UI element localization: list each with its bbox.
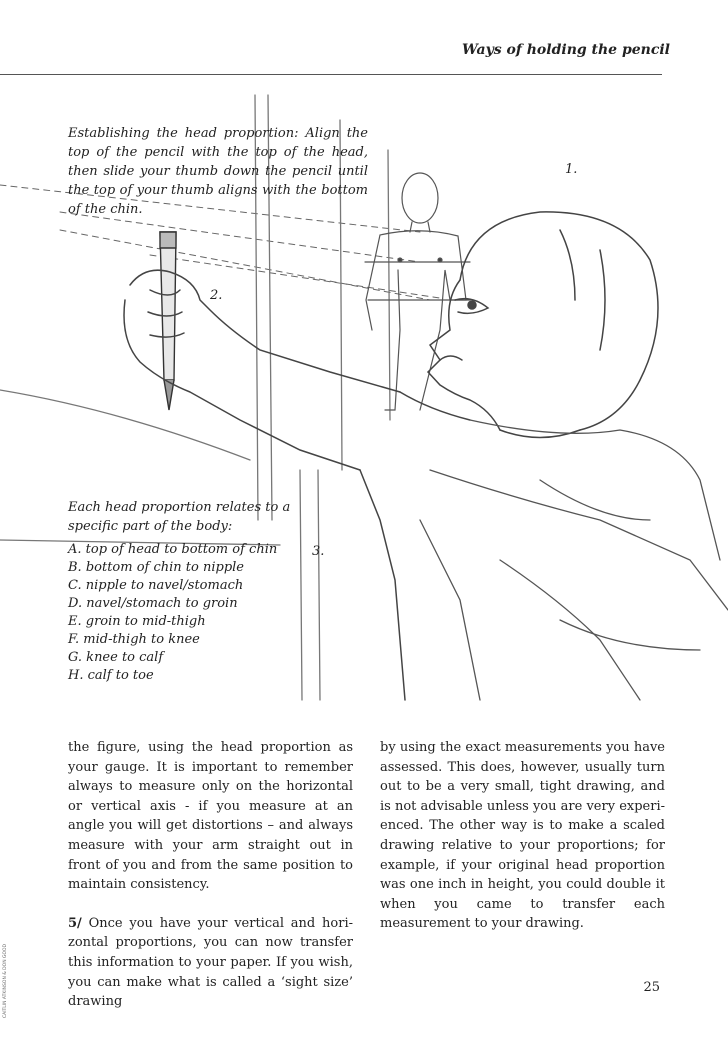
page-number: 25 bbox=[643, 980, 660, 995]
figure-caption-top: Establishing the head proportion: Align the top of the pencil with the top of the head, then slide your thumb down the pencil until the top of your thumb aligns with the bottom of the chin. bbox=[68, 126, 368, 217]
proportion-item: E. groin to mid-thigh bbox=[68, 614, 206, 629]
figure-label-3: 3. bbox=[312, 544, 325, 559]
body-column-right bbox=[380, 738, 665, 953]
body-column-left bbox=[68, 738, 353, 1031]
figure-label-2: 2. bbox=[210, 288, 223, 303]
running-header: Ways of holding the pencil bbox=[462, 42, 670, 58]
proportion-list bbox=[68, 541, 277, 685]
proportion-item: H. calf to toe bbox=[68, 668, 154, 683]
body-paragraph: by using the exact measurements you have assessed. This does, however, usually turn out to be a very small, tight drawing, and is not advisable unless you are very experi- enced. The other way is to make a scaled drawing relative to your proportions; for example, if your original head proportion was one inch in height, you could double it when you came to transfer each measurement to your drawing. bbox=[380, 740, 665, 932]
step-number: 5/ bbox=[68, 915, 82, 931]
proportion-item: G. knee to calf bbox=[68, 650, 164, 665]
header-rule bbox=[0, 74, 662, 75]
figure-label-1: 1. bbox=[565, 162, 578, 177]
proportion-item: B. bottom of chin to nipple bbox=[68, 560, 244, 575]
proportion-item: C. nipple to navel/stomach bbox=[68, 578, 244, 593]
artist-head bbox=[428, 212, 658, 438]
proportion-item: F. mid-thigh to knee bbox=[68, 632, 200, 647]
side-credit: CAITLIN ATKINSON & DON GOOD bbox=[3, 943, 8, 1018]
proportion-item: D. navel/stomach to groin bbox=[68, 596, 238, 611]
standing-figure bbox=[365, 173, 470, 410]
step-text: Once you have your vertical and hori- zontal proportions, you can now transfer this information to your paper. If you wish, you can make what is called a ‘sight size’ drawing bbox=[68, 915, 353, 1010]
body-paragraph: the figure, using the head proportion as your gauge. It is important to remember always to measure only on the horizontal or vertical axis - if you measure at an angle you will get distortions – and always measure with your arm straight out in front of you and from the same position to maintain consistency. bbox=[68, 740, 353, 893]
figure-caption-mid: Each head proportion relates to a specific part of the body: bbox=[68, 500, 291, 534]
pencil bbox=[160, 232, 176, 410]
body-paragraph bbox=[68, 914, 353, 1012]
proportion-item: A. top of head to bottom of chin bbox=[68, 542, 278, 557]
artist-torso bbox=[420, 420, 728, 700]
